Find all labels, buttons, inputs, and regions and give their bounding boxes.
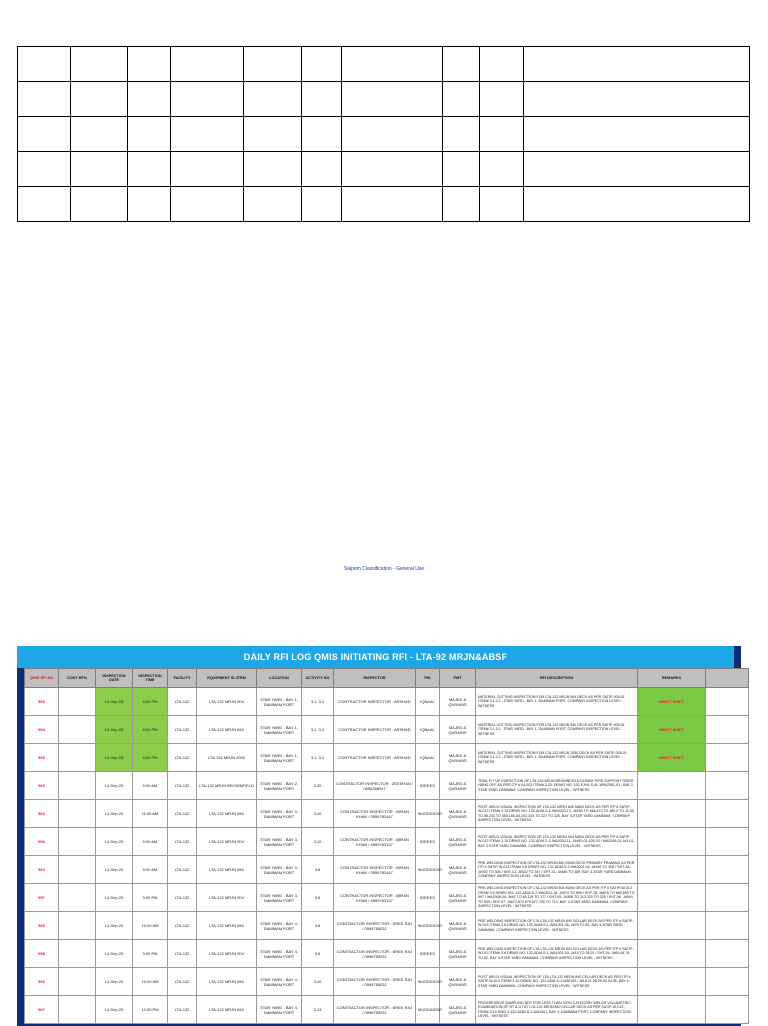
rfi-log-title: DAILY RFI LOG QMIS INITIATING RFI - LTA-92 MRJN&ABSF (17, 646, 734, 668)
empty-cell (480, 82, 524, 117)
empty-cell (171, 152, 244, 187)
empty-cell (524, 187, 750, 222)
cell-no: 967 (25, 996, 59, 1024)
cell-insp: CONTRACTOR INSPECTOR : IMRAN KHAN / 0559783167 (334, 884, 416, 912)
cell-remarks (638, 912, 706, 940)
cell-pmt: MAJED & QURAINS (440, 940, 476, 968)
column-header: CONT RFI# (59, 669, 96, 688)
cell-date: 14-Sep-25 (96, 996, 133, 1024)
cell-no: 965 (25, 912, 59, 940)
cell-loc: STAR YARD - BAY 1, DAMMAM PORT (257, 716, 302, 744)
empty-cell (171, 187, 244, 222)
empty-cell (18, 152, 71, 187)
cell-facility: LTA-132 (168, 912, 197, 940)
cell-loc: STAR YARD - BAY 2, DAMMAM PORT (257, 772, 302, 800)
cell-facility: LTA-132 (168, 772, 197, 800)
column-header: EQUIPMENT ID /ITEM (197, 669, 257, 688)
cell-pmt: MAJED & QURAINS (440, 856, 476, 884)
cell-equip: LTA-132 MRJN BROWNFIELD (197, 772, 257, 800)
filler-cell (706, 716, 749, 744)
cell-time: 9:00 AM (133, 772, 168, 800)
cell-remarks (638, 940, 706, 968)
cell-facility: LTA-132 (168, 688, 197, 716)
empty-cell (443, 187, 480, 222)
empty-cell (302, 117, 342, 152)
empty-cell (171, 47, 244, 82)
cell-equip: LTA-132 MRJN 504 (197, 940, 257, 968)
table-row (25, 800, 749, 828)
cell-desc: PRE-WELDING INSPECTION OF LTA-LTA-132 MRJN 504 CELLAR DECK AS PER ITP # SATIP-W-013 ITEM# 3.6 DRWG NO. 132-ADM-S-1-WA1001-03, J#15 TO 28,31 / SHT-04, J#60,64,76 TO 82, BAY 4-STAR YARD DAMMAM, COMPANY INSPECTION LEVEL : WITNESS (476, 940, 638, 968)
filler-cell (706, 828, 749, 856)
cell-time: 8:00 PM (133, 688, 168, 716)
cell-remarks (638, 828, 706, 856)
cell-date: 14-Sep-25 (96, 968, 133, 996)
cell-facility: LTA-132 (168, 968, 197, 996)
empty-cell (480, 117, 524, 152)
empty-cell (480, 187, 524, 222)
cell-date: 13-Sep-25 (96, 688, 133, 716)
cell-act: 3.6 (302, 884, 334, 912)
table-row (25, 744, 749, 772)
cell-pid: IDREES (416, 828, 440, 856)
empty-cell (524, 117, 750, 152)
cell-facility: LTA-132 (168, 940, 197, 968)
cell-pid: IDREES (416, 772, 440, 800)
cell-date: 14-Sep-25 (96, 884, 133, 912)
cell-act: 3.10 (302, 968, 334, 996)
cell-pmt: MAJED & QURAINS (440, 800, 476, 828)
cell-time: 3:00 PM (133, 884, 168, 912)
empty-cell (18, 82, 71, 117)
cell-remarks (638, 772, 706, 800)
empty-cell (18, 117, 71, 152)
cell-cont (59, 968, 96, 996)
column-header: FACILITY (168, 669, 197, 688)
cell-desc: POST WELD VISUAL INSPECTION OF LTA-132 MRJN 504 MAIN DECK AS PER ITP # SATIP-W-013 ITEM# 3.10 DRWG NO. 132-ADM-S-2-WA2003-11, J#452-01,425-03 / WA2008-01,J#1-01, BAY 3-STAR YARD DAMMAM, COMPANY INSPECTION LEVEL : WITNESS (476, 828, 638, 856)
cell-equip: LTA-132 MRJN 504 (197, 688, 257, 716)
cell-loc: STAR YARD - BAY 4, DAMMAM PORT (257, 968, 302, 996)
empty-grid-row (18, 82, 750, 117)
filler-cell (706, 968, 749, 996)
cell-insp: CONTRACTOR INSPECTOR : ARSHAD (334, 688, 416, 716)
cell-no: 963 (25, 800, 59, 828)
cell-insp: CONTRACTOR INSPECTOR : IMRAN KHAN / 0559783167 (334, 828, 416, 856)
cell-date: 14-Sep-25 (96, 800, 133, 828)
column-header: INSPECTION TIME (133, 669, 168, 688)
cell-act: 3.1, 3.2 (302, 688, 334, 716)
cell-equip: LTA-132 MRJN 840 (197, 996, 257, 1024)
empty-cell (128, 187, 171, 222)
empty-cell (302, 187, 342, 222)
cell-pid: IQBAAL (416, 744, 440, 772)
empty-cell (524, 152, 750, 187)
cell-insp: CONTRACTOR INSPECTOR : ARSHAD (334, 716, 416, 744)
cell-pid: MUDDASSIR (416, 800, 440, 828)
empty-cell (342, 47, 443, 82)
cell-equip: LTA-132 MRJN 504 (197, 884, 257, 912)
cell-insp: CONTRACTOR INSPECTOR : ZEESHAN / 0550288047 (334, 772, 416, 800)
cell-cont (59, 800, 96, 828)
cell-pid: IDREES (416, 884, 440, 912)
cell-no: 966 (25, 968, 59, 996)
filler-cell (706, 688, 749, 716)
cell-cont (59, 996, 96, 1024)
cell-equip: LTA-132 MRJN 2050 (197, 744, 257, 772)
filler-cell (706, 744, 749, 772)
cell-no: 964 (25, 856, 59, 884)
filler-cell (706, 856, 749, 884)
cell-insp: CONTRACTOR INSPECTOR : IMRAN KHAN / 0559783167 (334, 800, 416, 828)
empty-grid-row (18, 152, 750, 187)
cell-no: 953 (25, 688, 59, 716)
cell-pid: MUDDASSIR (416, 996, 440, 1024)
cell-cont (59, 912, 96, 940)
rfi-log-sheet (17, 646, 741, 1026)
cell-cont (59, 716, 96, 744)
cell-loc: STAR YARD - BAY 4, DAMMAM PORT (257, 912, 302, 940)
empty-cell (71, 47, 128, 82)
empty-grid-row (18, 187, 750, 222)
column-header: PMT (440, 669, 476, 688)
cell-cont (59, 940, 96, 968)
cell-pmt: MAJED & QURAINS (440, 744, 476, 772)
cell-no: 957 (25, 884, 59, 912)
cell-remarks (638, 884, 706, 912)
column-header: REMARKS (638, 669, 706, 688)
empty-grid-row (18, 117, 750, 152)
cell-equip: LTA-132 MRJN 840 (197, 912, 257, 940)
empty-cell (71, 82, 128, 117)
empty-cell (244, 152, 302, 187)
empty-cell (18, 47, 71, 82)
empty-cell (443, 47, 480, 82)
cell-pid: IQBAAL (416, 716, 440, 744)
empty-cell (480, 152, 524, 187)
cell-pmt: MAJED & QURAINS (440, 884, 476, 912)
cell-time: 9:00 AM (133, 828, 168, 856)
empty-cell (71, 152, 128, 187)
cell-pmt: MAJED & QURAINS (440, 968, 476, 996)
filler-cell (706, 772, 749, 800)
empty-cell (342, 82, 443, 117)
cell-no: 954 (25, 716, 59, 744)
empty-cell (128, 117, 171, 152)
cell-date: 14-Sep-25 (96, 940, 133, 968)
cell-act: 3.20 (302, 772, 334, 800)
cell-cont (59, 744, 96, 772)
column-header: ACTIVITY NO (302, 669, 334, 688)
table-header-row (25, 669, 749, 688)
cell-date: 14-Sep-25 (96, 828, 133, 856)
cell-time: 8:00 PM (133, 744, 168, 772)
empty-cell (244, 117, 302, 152)
empty-cell (244, 82, 302, 117)
cell-date: 14-Sep-25 (96, 856, 133, 884)
cell-time: 10:00 AM (133, 912, 168, 940)
filler-cell (706, 912, 749, 940)
cell-pmt: MAJED & QURAINS (440, 688, 476, 716)
cell-desc: MATERIAL CUTTING INSPECTION FOR LTA-132 MRJN 2050 DECK AS PER SATIP-005-01 ITEM# 3.1,3.2 , STAR YARD - BAY 1, DAMMAM PORT, COMPANY INSPECTION LEVEL : WITNESS (476, 744, 638, 772)
filler-cell (706, 940, 749, 968)
table-row (25, 884, 749, 912)
cell-desc: MATERIAL CUTTING INSPECTION FOR LTA-132 MRJN 504 DECK AS PER SATIP-005-01 ITEM# 3.1,3.2 , STAR YARD - BAY 1, DAMMAM PORT, COMPANY INSPECTION LEVEL : WITNESS (476, 688, 638, 716)
cell-desc: MATERIAL CUTTING INSPECTION FOR LTA-132 MRJN 840 DECK AS PER SATIP-005-01 ITEM# 3.1,3.2 , STAR YARD - BAY 1, DAMMAM PORT, COMPANY INSPECTION LEVEL : WITNESS (476, 716, 638, 744)
empty-cell (171, 82, 244, 117)
cell-desc: PRE-WELDING INSPECTION OF LTA-132 MRJN 840 MAIN DECK PRIMARY FRAMING AS PER ITP # SATIP-W-013 ITEM# 3.6 DRWG NO. 132-ADM-S-2-WA2001-04, J#169 TO 306 / SHT-34, J#302 TO 306 / SHT-13, J#342 TO 347 / SHT-31, J#485 TO 489, BAY 3-STAR YARD DAMMAM, COMPANY INSPECTION LEVEL : WITNESS (476, 856, 638, 884)
cell-remarks: NIGHT SHIFT (638, 744, 706, 772)
cell-facility: LTA-132 (168, 996, 197, 1024)
cell-no: 969 (25, 772, 59, 800)
cell-pid: MUDDASSIR (416, 912, 440, 940)
empty-cell (71, 117, 128, 152)
cell-pid: IQBAAL (416, 688, 440, 716)
column-header: QMIS RFI NO (25, 669, 59, 688)
cell-pmt: MAJED & QURAINS (440, 912, 476, 940)
cell-equip: LTA-132 MRJN 840 (197, 716, 257, 744)
cell-facility: LTA-132 (168, 884, 197, 912)
table-row (25, 856, 749, 884)
filler-header (706, 669, 749, 688)
cell-facility: LTA-132 (168, 828, 197, 856)
cell-time: 3:00 PM (133, 940, 168, 968)
cell-remarks: NIGHT SHIFT (638, 716, 706, 744)
cell-remarks: NIGHT SHIFT (638, 688, 706, 716)
cell-loc: STAR YARD - BAY 3, DAMMAM PORT (257, 828, 302, 856)
cell-cont (59, 772, 96, 800)
table-row (25, 772, 749, 800)
empty-cell (128, 152, 171, 187)
filler-cell (706, 996, 749, 1024)
cell-pid: MUDDASSIR (416, 856, 440, 884)
column-header: PID (416, 669, 440, 688)
cell-date: 13-Sep-25 (96, 744, 133, 772)
cell-insp: CONTRACTOR INSPECTOR : SREE RAJ / 0595785232 (334, 940, 416, 968)
cell-time: 12:00 PM (133, 996, 168, 1024)
cell-act: 3.10 (302, 800, 334, 828)
cell-loc: STAR YARD - BAY 1, DAMMAM PORT (257, 688, 302, 716)
cell-cont (59, 884, 96, 912)
cell-loc: STAR YARD - BAY 4, DAMMAM PORT (257, 940, 302, 968)
cell-time: 8:00 PM (133, 716, 168, 744)
cell-act: 3.1, 3.2 (302, 744, 334, 772)
cell-insp: CONTRACTOR INSPECTOR : SREE RAJ / 0595785232 (334, 912, 416, 940)
cell-date: 14-Sep-25 (96, 912, 133, 940)
cell-loc: STAR YARD - BAY 3, DAMMAM PORT (257, 800, 302, 828)
cell-desc: PRE-WELDING INSPECTION OF LTA-132 MRJN 504 MAIN DECK AS PER ITP # SATIP-W-013 ITEM# 3.6 DRWG NO. 132-ADM-S-2-WA2001-18, J#570 TO 599 / SHT-18, J#676 TO 680,690 TO 697 / WA2008-04, J#41 TO 46,119 TO 177 / SHT-05, J#308 TO 313,320 TO 325 / SHT-06, J#544 TO 549 / SHT-07, J#672,674,676,677,700 TO 714, BAY 3-STAR YARD DAMMAM, COMPANY INSPECTION LEVEL : WITNESS (476, 884, 638, 912)
cell-time: 11:00 AM (133, 800, 168, 828)
cell-loc: STAR YARD - BAY 3, DAMMAM PORT (257, 856, 302, 884)
table-row (25, 828, 749, 856)
empty-cell (443, 152, 480, 187)
cell-pmt: MAJED & QURAINS (440, 772, 476, 800)
cell-insp: CONTRACTOR INSPECTOR : IMRAN KHAN / 0559783167 (334, 856, 416, 884)
cell-equip: LTA-132 MRJN 840 (197, 800, 257, 828)
cell-no: 958 (25, 940, 59, 968)
cell-desc: POST WELD VISUAL INSPECTION OF LTA-132 MRJN 840 MAIN DECK AS PER ITP # SATIP-W-013 ITEM# 3.10 DRWG NO. 132-ADM-S-2-WA2003-13, J#453 TO 466,473 TO 480,9 TO 11,50 TO 55,343 TO 350,166,A4,202,333 TO 327 TO 326, BAY 3-STAR YARD DAMMAM, COMPANY INSPECTION LEVEL : WITNESS (476, 800, 638, 828)
empty-cell (302, 47, 342, 82)
column-header: LOCATION (257, 669, 302, 688)
cell-time: 9:00 AM (133, 856, 168, 884)
empty-cell (480, 47, 524, 82)
empty-cell (302, 82, 342, 117)
empty-cell (244, 187, 302, 222)
cell-facility: LTA-132 (168, 744, 197, 772)
cell-remarks (638, 996, 706, 1024)
cell-remarks (638, 968, 706, 996)
column-header: INSPECTOR (334, 669, 416, 688)
cell-pmt: MAJED & QURAINS (440, 996, 476, 1024)
cell-insp: CONTRACTOR INSPECTOR : SREE RAJ / 0595785232 (334, 968, 416, 996)
empty-cell (342, 187, 443, 222)
empty-cell (524, 82, 750, 117)
cell-remarks (638, 800, 706, 828)
empty-cell (302, 152, 342, 187)
cell-cont (59, 856, 96, 884)
cell-no: 956 (25, 828, 59, 856)
cell-pmt: MAJED & QURAINS (440, 828, 476, 856)
classification-footer: Saipem Classification - General Use (343, 566, 425, 572)
cell-loc: STAR YARD - BAY 3, DAMMAM PORT (257, 884, 302, 912)
empty-cell (18, 187, 71, 222)
cell-date: 13-Sep-25 (96, 716, 133, 744)
cell-act: 3.6 (302, 940, 334, 968)
table-row (25, 688, 749, 716)
cell-act: 3.6 (302, 912, 334, 940)
cell-facility: LTA-132 (168, 800, 197, 828)
cell-loc: STAR YARD - BAY 1, DAMMAM PORT (257, 744, 302, 772)
empty-cell (443, 117, 480, 152)
cell-equip: LTA-132 MRJN 504 (197, 828, 257, 856)
cell-time: 10:00 AM (133, 968, 168, 996)
filler-cell (706, 800, 749, 828)
empty-cell (524, 47, 750, 82)
cell-pid: MUDDASSIR (416, 968, 440, 996)
cell-act: 3.10 (302, 828, 334, 856)
filler-cell (706, 884, 749, 912)
cell-desc: TRIAL FIT UP INSPECTION OF LTA-132 MRJN BROWNFIELD DUMMY PIPE SUPPORT RISER HANG OFF AS PER ITP # 04-003 ITEM# 3.20, DRWG NO. 132-EJH4-S-8L-W902051-01 , BAY 2, STAR YARD DAMMAM, COMPANY INSPECTION LEVEL : WITNESS (476, 772, 638, 800)
cell-facility: LTA-132 (168, 856, 197, 884)
cell-loc: STAR YARD - BAY 4, DAMMAM PORT (257, 996, 302, 1024)
cell-remarks (638, 856, 706, 884)
column-header: RFI DESCRIPTION (476, 669, 638, 688)
empty-cell (71, 187, 128, 222)
cell-act: 3.13 (302, 996, 334, 1024)
empty-cell (244, 47, 302, 82)
cell-desc: POST WELD VISUAL INSPECTION OF LTA-LTA-132 MRJN 840 CELLAR DECK AS PER ITP # SATIP-W-013 ITEM# 3.10 DRWG NO. 132-ADM-S-1-WA1001, J#18,21,28,29,32,34,36, BAY 4-STAR YARD DAMMAM, COMPANY INSPECTION LEVEL : WITNESS (476, 968, 638, 996)
cell-act: 3.6 (302, 856, 334, 884)
table-row (25, 996, 749, 1024)
cell-cont (59, 828, 96, 856)
empty-cell (128, 47, 171, 82)
table-row (25, 912, 749, 940)
cell-insp: CONTRACTOR INSPECTOR : SREE RAJ / 0595785232 (334, 996, 416, 1024)
cell-pmt: MAJED & QURAINS (440, 716, 476, 744)
empty-grid (17, 46, 750, 222)
cell-equip: LTA-132 MRJN 840 (197, 856, 257, 884)
cell-equip: LTA-132 MRJN 840 (197, 968, 257, 996)
cell-insp: CONTRACTOR INSPECTOR : ARSHAD (334, 744, 416, 772)
rfi-log-table (24, 668, 749, 1024)
table-row (25, 968, 749, 996)
cell-cont (59, 688, 96, 716)
empty-cell (443, 82, 480, 117)
cell-no: 955 (25, 744, 59, 772)
cell-desc: PRE-WELDING INSPECTION OF LTA-LTA-132 MRJN 840 CELLAR DECK AS PER ITP # SATIP-W-013 ITEM# 3.6 DRWG NO. 132-ADM-S-1-WA1001-06, J#76 TO 83, BAY 4-STAR YARD DAMMAM, COMPANY INSPECTION LEVEL : WITNESS (476, 912, 638, 940)
cell-desc: PROGRESSIVE SAMPLING NDT FOR LESS THAN 100% CATEGORY WELDS VOLUMETRIC EXAMINATION OF RT & UT AT LTA-132 MRJN 840 CELLAR DECK AS PER SATIP-W-013 , ITEM# 3.13 DWG # 132-ADM-S-1-WA1001, BAY 4, DAMMAM PORT, COMPANY INSPECTION LEVEL : WITNESS (476, 996, 638, 1024)
cell-pid: IDREES (416, 940, 440, 968)
table-row (25, 940, 749, 968)
empty-cell (128, 82, 171, 117)
cell-act: 3.1, 3.2 (302, 716, 334, 744)
empty-cell (342, 117, 443, 152)
cell-facility: LTA-132 (168, 716, 197, 744)
table-row (25, 716, 749, 744)
empty-cell (171, 117, 244, 152)
empty-cell (342, 152, 443, 187)
empty-grid-row (18, 47, 750, 82)
cell-date: 14-Sep-25 (96, 772, 133, 800)
column-header: INSPECTION DATE (96, 669, 133, 688)
